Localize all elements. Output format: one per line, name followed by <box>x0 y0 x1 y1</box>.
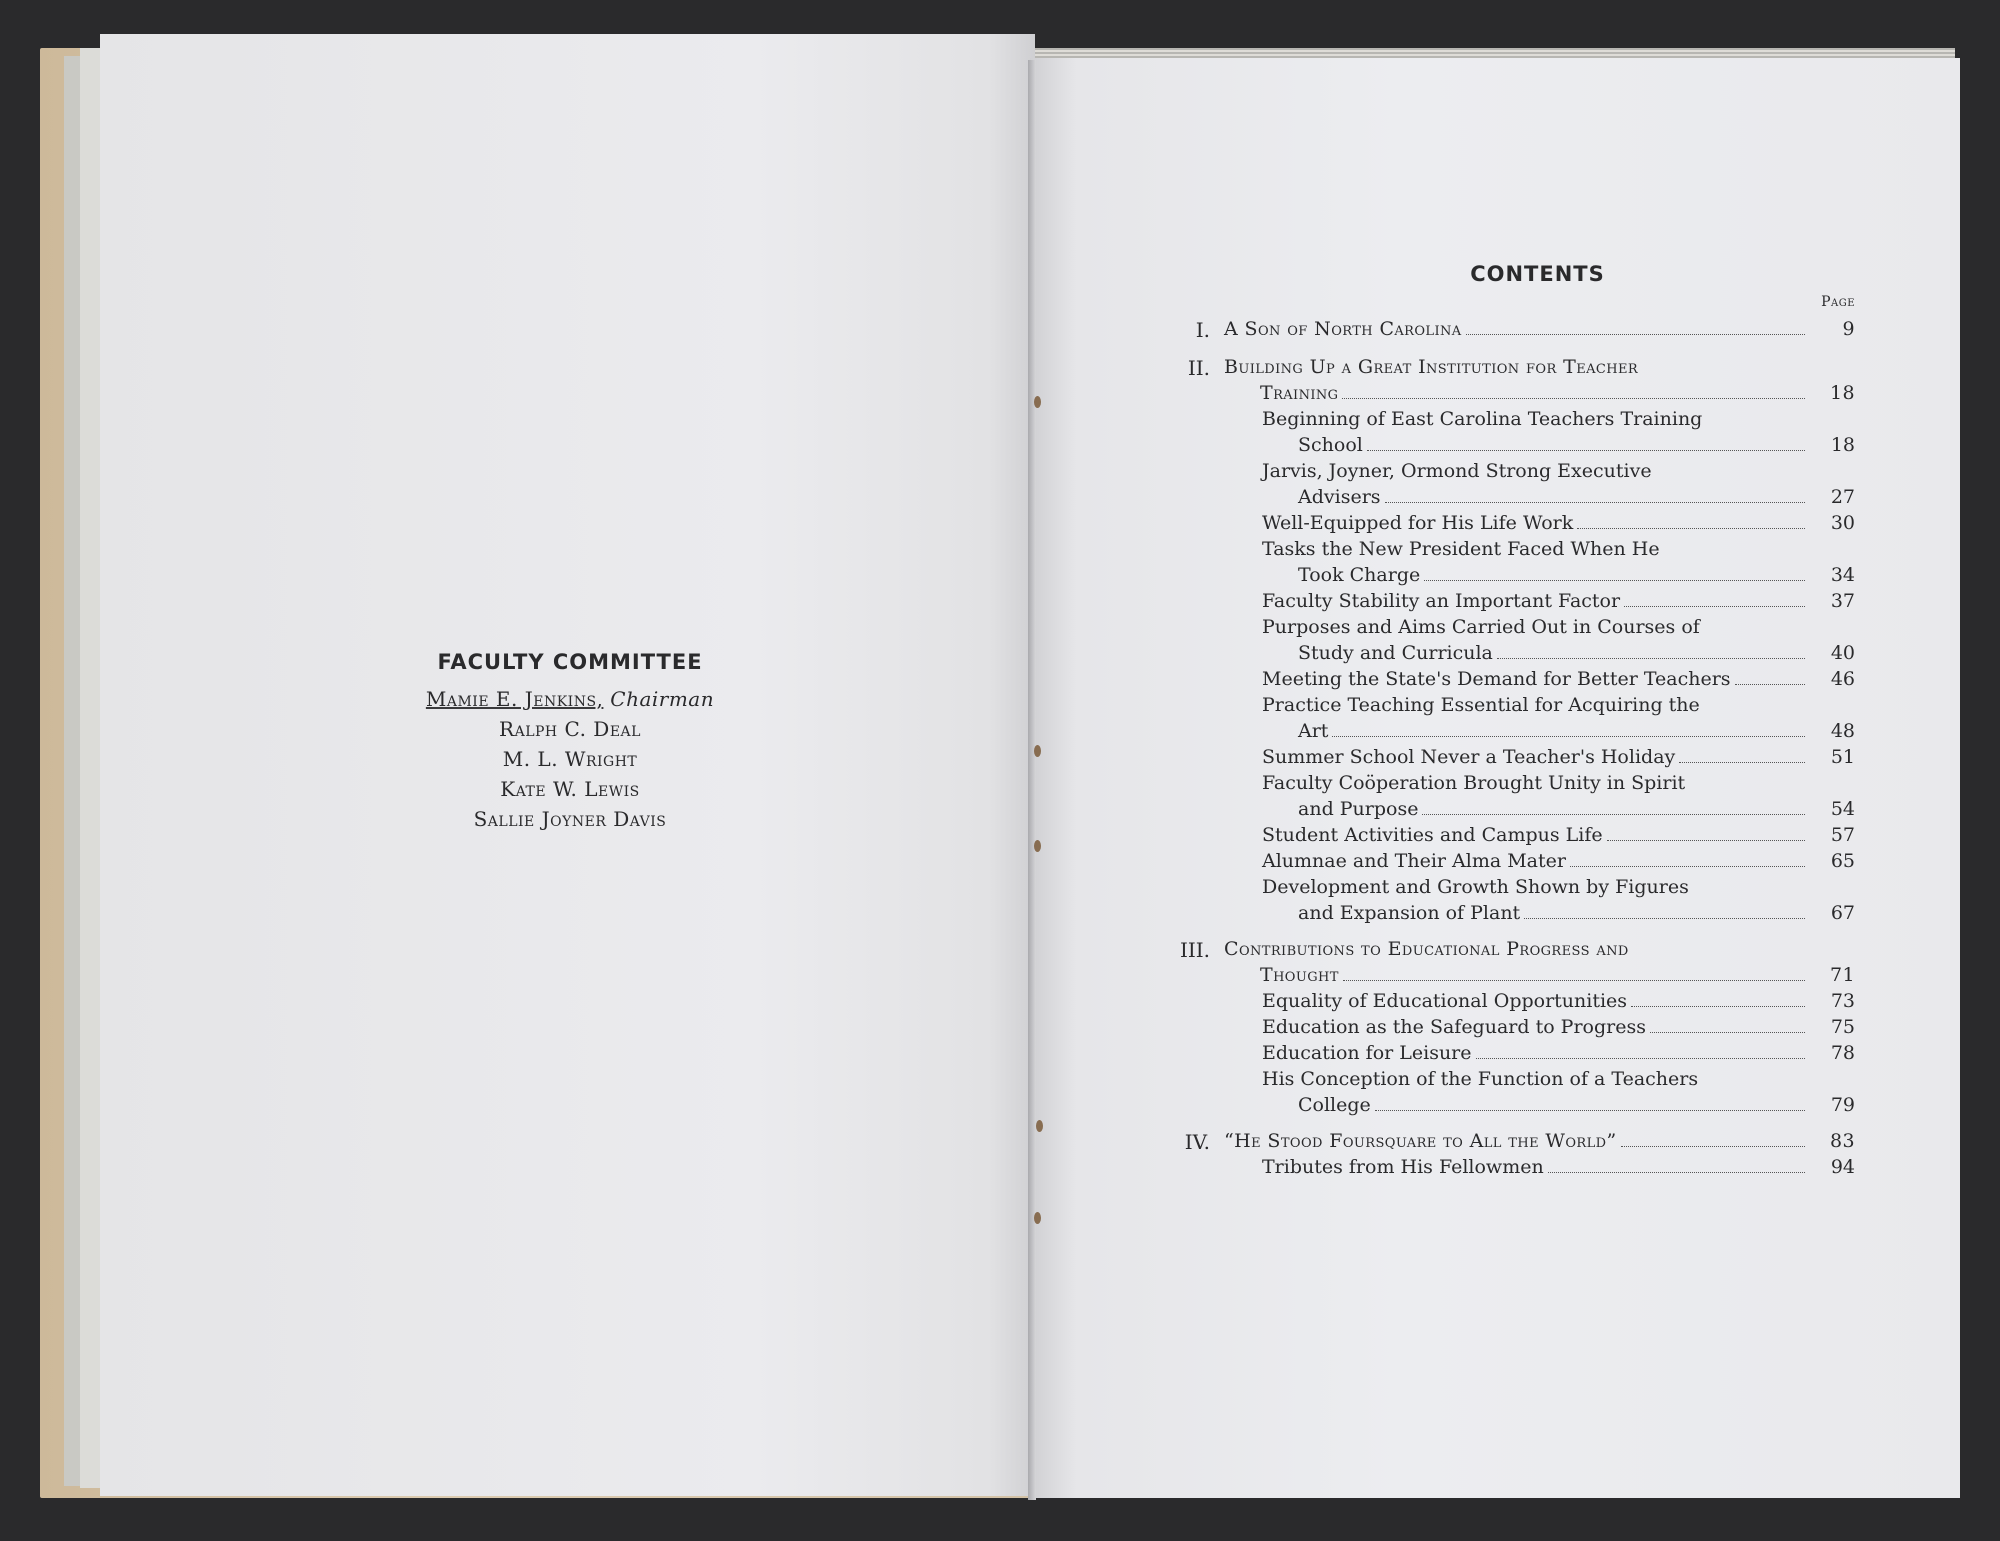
page-number: 71 <box>1830 964 1855 986</box>
entry-title-continued: Thought <box>1260 964 1339 986</box>
faculty-committee <box>380 650 760 834</box>
toc-chapter <box>1160 1128 1855 1180</box>
leader-dots <box>1367 450 1805 451</box>
page-number: 57 <box>1830 824 1855 846</box>
entry-title: Contributions to Educational Progress and <box>1224 938 1629 960</box>
chairman-role: Chairman <box>610 687 715 711</box>
section-entry <box>1224 874 1855 926</box>
chapter-entry <box>1224 1128 1855 1154</box>
book-gutter <box>1028 60 1036 1500</box>
toc-chapter <box>1160 936 1855 1118</box>
table-of-contents <box>1160 262 1855 1180</box>
chairman-name: Mamie E. Jenkins, <box>425 687 604 711</box>
leader-dots <box>1735 684 1805 685</box>
page-number: 40 <box>1830 642 1855 664</box>
page-number: 18 <box>1830 434 1855 456</box>
committee-chairman <box>380 684 760 714</box>
entry-title: Tributes from His Fellowmen <box>1262 1156 1544 1178</box>
section-entry <box>1224 536 1855 588</box>
section-entry <box>1224 510 1855 536</box>
entry-title: Meeting the State's Demand for Better Teachers <box>1262 668 1731 690</box>
section-entry <box>1224 822 1855 848</box>
rust-stain <box>1034 396 1041 408</box>
toc-chapter <box>1160 354 1855 926</box>
section-entry <box>1224 1154 1855 1180</box>
entry-title: Jarvis, Joyner, Ormond Strong Executive <box>1262 460 1652 482</box>
chapter-number: III. <box>1179 938 1210 962</box>
entry-title: Beginning of East Carolina Teachers Training <box>1262 408 1703 430</box>
leader-dots <box>1524 918 1805 919</box>
page-number: 79 <box>1830 1094 1855 1116</box>
entry-title-continued: and Purpose <box>1298 798 1419 820</box>
section-entry <box>1224 848 1855 874</box>
leader-dots <box>1342 398 1805 399</box>
entry-title: Well-Equipped for His Life Work <box>1262 512 1574 534</box>
page-number: 65 <box>1830 850 1855 872</box>
entry-title-continued: College <box>1298 1094 1371 1116</box>
section-entry <box>1224 588 1855 614</box>
committee-member: M. L. Wright <box>502 747 638 771</box>
section-entry <box>1224 1040 1855 1066</box>
leader-dots <box>1375 1110 1805 1111</box>
section-entry <box>1224 406 1855 458</box>
section-entry <box>1224 744 1855 770</box>
page-number: 27 <box>1830 486 1855 508</box>
entry-title-continued: and Expansion of Plant <box>1298 902 1521 924</box>
section-entry <box>1224 1014 1855 1040</box>
page-number: 51 <box>1830 746 1855 768</box>
rust-stain <box>1034 1212 1041 1224</box>
leader-dots <box>1577 528 1805 529</box>
leader-dots <box>1624 606 1805 607</box>
page-number: 48 <box>1830 720 1855 742</box>
page-column-header: Page <box>1821 294 1855 310</box>
page-number: 75 <box>1830 1016 1855 1038</box>
leader-dots <box>1631 1006 1805 1007</box>
committee-member: Kate W. Lewis <box>500 777 640 801</box>
leader-dots <box>1476 1058 1805 1059</box>
leader-dots <box>1332 736 1805 737</box>
section-entry <box>1224 988 1855 1014</box>
leader-dots <box>1548 1172 1805 1173</box>
page-number: 34 <box>1830 564 1855 586</box>
entry-title-continued: Took Charge <box>1298 564 1421 586</box>
toc-chapter <box>1160 316 1855 344</box>
section-entry <box>1224 692 1855 744</box>
page-number: 83 <box>1830 1130 1855 1152</box>
entry-title: Faculty Stability an Important Factor <box>1262 590 1621 612</box>
leader-dots <box>1650 1032 1805 1033</box>
entry-title: A Son of North Carolina <box>1224 318 1462 340</box>
entry-title-continued: Art <box>1298 720 1329 742</box>
chapter-number: II. <box>1187 356 1210 380</box>
leader-dots <box>1570 866 1805 867</box>
entry-title: Summer School Never a Teacher's Holiday <box>1262 746 1676 768</box>
entry-title: Education as the Safeguard to Progress <box>1262 1016 1646 1038</box>
entry-title-continued: Study and Curricula <box>1298 642 1493 664</box>
entry-title: Development and Growth Shown by Figures <box>1262 876 1689 898</box>
page-number: 78 <box>1830 1042 1855 1064</box>
chapter-entry <box>1224 316 1855 342</box>
entry-title: “He Stood Foursquare to All the World” <box>1224 1130 1617 1152</box>
leader-dots <box>1679 762 1805 763</box>
page-number: 73 <box>1830 990 1855 1012</box>
chapter-number: IV. <box>1184 1130 1210 1154</box>
toc-body <box>1160 316 1855 1180</box>
chapter-number: I. <box>1195 318 1210 342</box>
section-entry <box>1224 614 1855 666</box>
entry-title-continued: School <box>1298 434 1363 456</box>
page-number: 67 <box>1830 902 1855 924</box>
page-number: 30 <box>1830 512 1855 534</box>
chapter-entry <box>1224 936 1855 988</box>
entry-title: Education for Leisure <box>1262 1042 1472 1064</box>
page-number: 9 <box>1842 318 1855 340</box>
entry-title: Faculty Coöperation Brought Unity in Spirit <box>1262 772 1686 794</box>
leader-dots <box>1466 334 1805 335</box>
page-number: 18 <box>1830 382 1855 404</box>
leader-dots <box>1497 658 1805 659</box>
page-number: 54 <box>1830 798 1855 820</box>
section-entry <box>1224 770 1855 822</box>
entry-title: Student Activities and Campus Life <box>1262 824 1603 846</box>
leader-dots <box>1607 840 1805 841</box>
entry-title-continued: Advisers <box>1298 486 1381 508</box>
committee-member: Ralph C. Deal <box>499 717 641 741</box>
rust-stain <box>1036 1120 1043 1132</box>
leader-dots <box>1424 580 1805 581</box>
page-number: 94 <box>1830 1156 1855 1178</box>
entry-title: Equality of Educational Opportunities <box>1262 990 1628 1012</box>
page-number: 37 <box>1830 590 1855 612</box>
section-entry <box>1224 458 1855 510</box>
chapter-entry <box>1224 354 1855 406</box>
committee-title: FACULTY COMMITTEE <box>437 650 703 674</box>
leader-dots <box>1621 1146 1805 1147</box>
entry-title-continued: Training <box>1260 382 1339 404</box>
rust-stain <box>1034 840 1041 852</box>
rust-stain <box>1034 745 1041 757</box>
entry-title: Alumnae and Their Alma Mater <box>1262 850 1566 872</box>
leader-dots <box>1422 814 1805 815</box>
section-entry <box>1224 666 1855 692</box>
entry-title: His Conception of the Function of a Teachers <box>1262 1068 1699 1090</box>
entry-title: Practice Teaching Essential for Acquiring the <box>1262 694 1700 716</box>
page-number: 46 <box>1830 668 1855 690</box>
committee-member: Sallie Joyner Davis <box>473 807 667 831</box>
entry-title: Tasks the New President Faced When He <box>1262 538 1660 560</box>
entry-title: Purposes and Aims Carried Out in Courses of <box>1262 616 1700 638</box>
entry-title: Building Up a Great Institution for Teacher <box>1224 356 1639 378</box>
leader-dots <box>1343 980 1805 981</box>
section-entry <box>1224 1066 1855 1118</box>
contents-title: CONTENTS <box>1470 262 1605 286</box>
leader-dots <box>1385 502 1805 503</box>
